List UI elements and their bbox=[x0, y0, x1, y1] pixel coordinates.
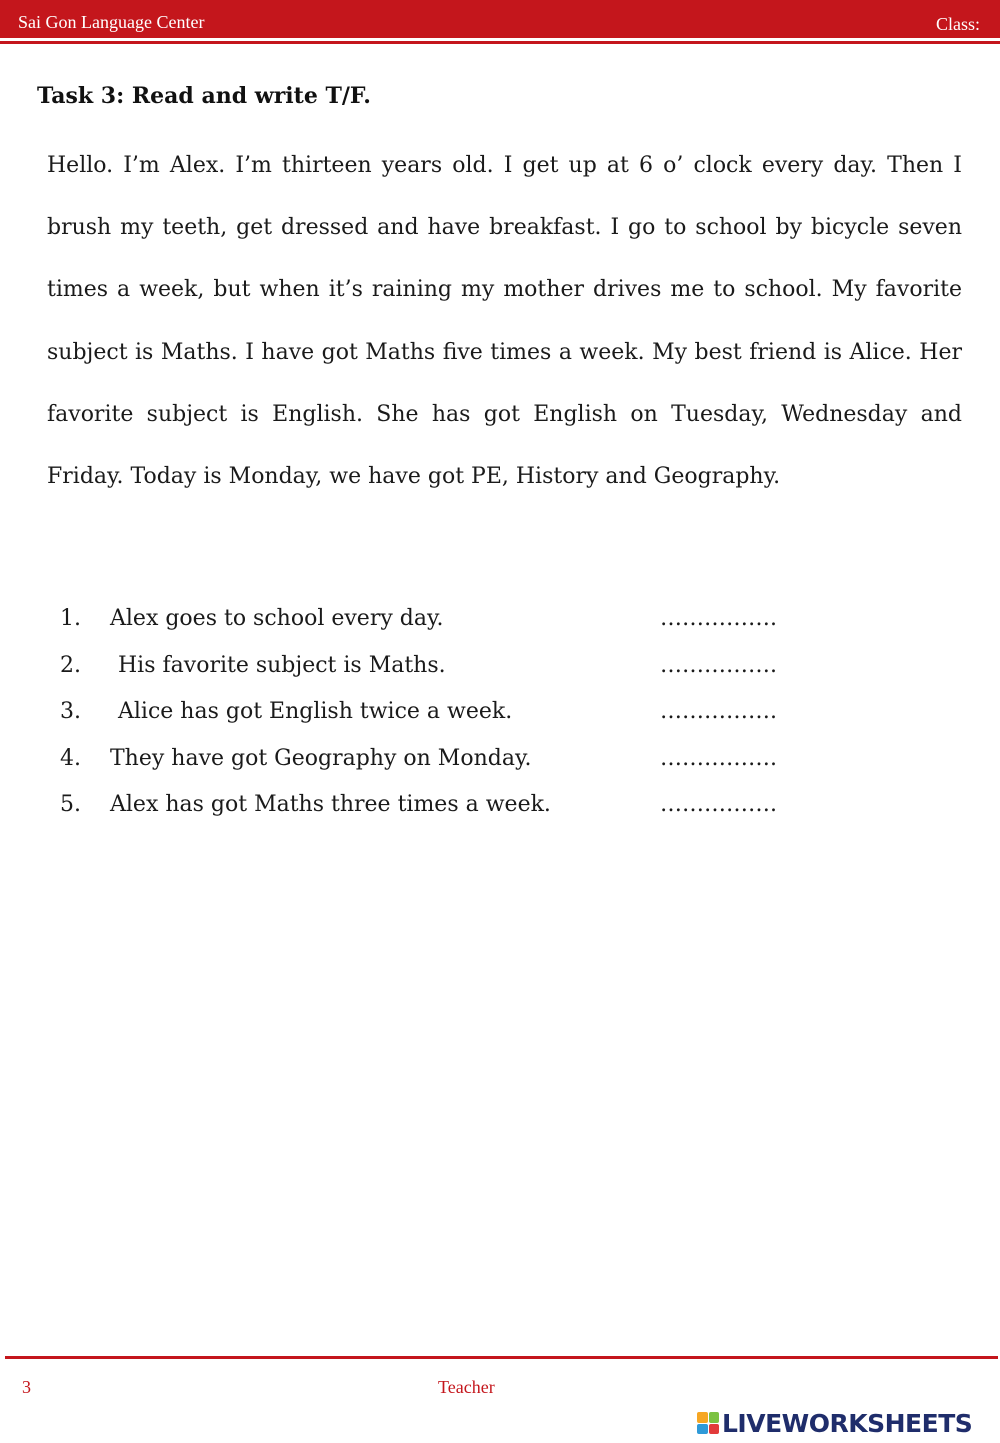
question-item bbox=[60, 699, 820, 746]
footer-divider bbox=[5, 1356, 998, 1359]
answer-blank[interactable]: ……………. bbox=[660, 652, 777, 678]
class-label: Class: bbox=[935, 14, 980, 34]
header-bar bbox=[0, 0, 1000, 38]
liveworksheets-brand[interactable] bbox=[697, 1409, 972, 1437]
question-item bbox=[60, 792, 820, 839]
liveworksheets-logo-icon bbox=[697, 1412, 719, 1434]
page-number: 3 bbox=[22, 1377, 31, 1397]
center-name: Sai Gon Language Center bbox=[18, 12, 205, 32]
question-number: 2. bbox=[60, 652, 81, 678]
question-item bbox=[60, 653, 820, 700]
answer-blank[interactable]: ……………. bbox=[660, 792, 777, 818]
answer-blank[interactable]: ……………. bbox=[660, 699, 777, 725]
reading-passage: Hello. I’m Alex. I’m thirteen years old. I get up at 6 o’ clock every day. Then I brush my teeth, get dressed and have breakfast. I go to school by bicycle seven times a week, but when it’s raining my mother drives me to school. My favorite subject is Maths. I have got Maths five times a week. My best friend is Alice. Her favorite subject is English. She has got English on Tuesday, Wednesday and Friday. Today is Monday, we have got PE, History and Geography. bbox=[47, 153, 962, 490]
question-text: His favorite subject is Maths. bbox=[118, 652, 446, 678]
question-text: Alice has got English twice a week. bbox=[118, 699, 513, 725]
task-title: Task 3: Read and write T/F. bbox=[37, 83, 371, 109]
question-text: Alex has got Maths three times a week. bbox=[110, 792, 551, 818]
question-number: 4. bbox=[60, 745, 81, 771]
question-number: 5. bbox=[60, 792, 81, 818]
brand-text: LIVEWORKSHEETS bbox=[722, 1408, 973, 1438]
answer-blank[interactable]: ……………. bbox=[660, 606, 777, 631]
question-number: 3. bbox=[60, 699, 81, 725]
answer-blank[interactable]: ……………. bbox=[660, 745, 777, 771]
teacher-label: Teacher bbox=[438, 1377, 495, 1397]
header-divider bbox=[0, 41, 1000, 44]
question-item bbox=[60, 746, 820, 793]
question-item bbox=[60, 606, 820, 653]
question-list bbox=[60, 606, 820, 839]
question-text: Alex goes to school every day. bbox=[110, 606, 444, 631]
question-text: They have got Geography on Monday. bbox=[110, 745, 532, 771]
question-number: 1. bbox=[60, 606, 81, 631]
